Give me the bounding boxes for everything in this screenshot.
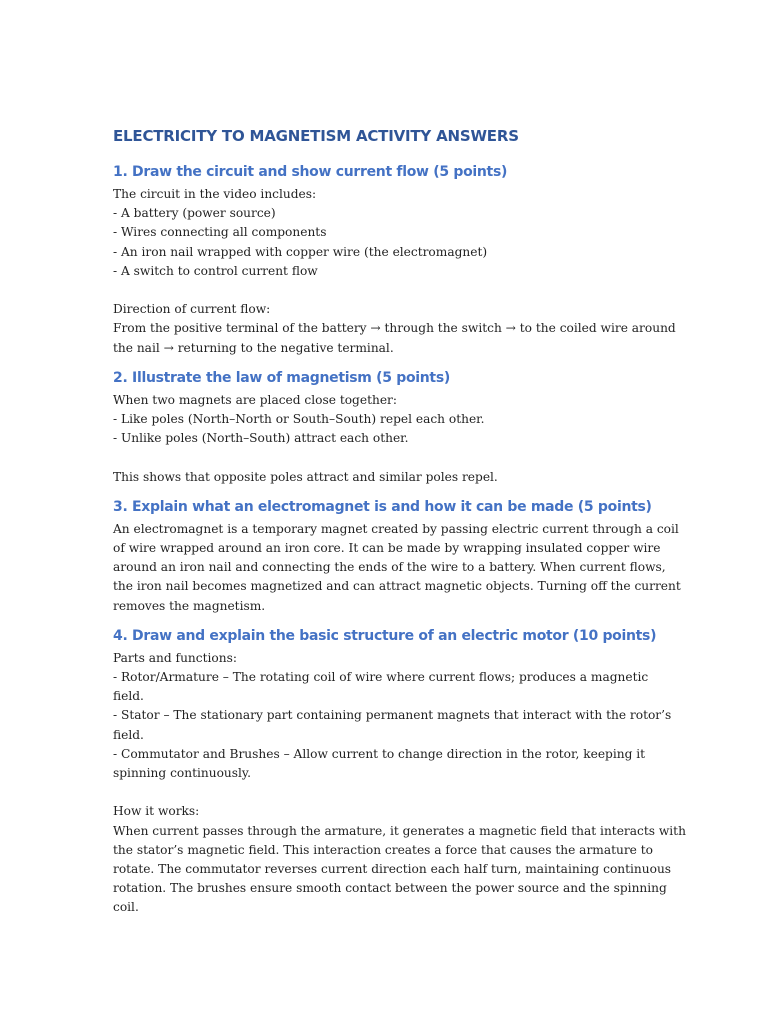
section-heading: 1. Draw the circuit and show current flow (5 points) <box>113 164 508 180</box>
blank-line <box>113 783 658 802</box>
body-text-line: An electromagnet is a temporary magnet created by passing electric current through a coil <box>113 521 679 536</box>
body-text-line: This shows that opposite poles attract and similar poles repel. <box>113 469 498 484</box>
body-text-line: - Wires connecting all components <box>113 225 327 240</box>
body-text-line: Direction of current flow: <box>113 302 271 317</box>
body-text-line: - Unlike poles (North–South) attract each other. <box>113 431 409 446</box>
body-text-line: The circuit in the video includes: <box>113 187 317 201</box>
document-body <box>113 162 686 918</box>
section-heading: 2. Illustrate the law of magnetism (5 points) <box>113 369 450 386</box>
body-text-line: the nail → returning to the negative terminal. <box>113 340 394 355</box>
section-3 <box>113 497 681 616</box>
body-text-line: coil. <box>113 900 139 915</box>
section-2 <box>113 368 658 487</box>
body-text-line: - Like poles (North–North or South–South) repel each other. <box>113 412 485 427</box>
body-text-line: the iron nail becomes magnetized and can attract magnetic objects. Turning off the current <box>113 579 681 594</box>
body-text-line: - Commutator and Brushes – Allow current to change direction in the rotor, keeping it <box>113 746 646 761</box>
body-text-line: From the positive terminal of the battery → through the switch → to the coiled wire around <box>113 321 676 336</box>
document-page <box>113 126 686 928</box>
body-text-line: When current passes through the armature, it generates a magnetic field that interacts with <box>113 823 686 838</box>
body-text-line: rotation. The brushes ensure smooth contact between the power source and the spinning <box>113 881 667 896</box>
section-heading: 3. Explain what an electromagnet is and how it can be made (5 points) <box>113 498 652 515</box>
body-text-line: removes the magnetism. <box>113 598 266 613</box>
blank-line <box>113 448 658 467</box>
body-text-line: How it works: <box>113 804 200 819</box>
body-text-line: Parts and functions: <box>113 650 237 665</box>
body-text-line: When two magnets are placed close together: <box>113 392 397 407</box>
body-text-line: field. <box>113 689 144 704</box>
body-text-line: - A battery (power source) <box>113 206 276 221</box>
body-text-line: of wire wrapped around an iron core. It can be made by wrapping insulated copper wire <box>113 541 661 556</box>
body-text-line: - An iron nail wrapped with copper wire (the electromagnet) <box>113 244 488 259</box>
section-heading: 4. Draw and explain the basic structure of an electric motor (10 points) <box>113 627 657 644</box>
body-text-line: the stator’s magnetic field. This interaction creates a force that causes the armature to <box>113 842 653 857</box>
blank-line <box>113 281 658 300</box>
body-text-line: - Stator – The stationary part containing permanent magnets that interact with the rotor’s <box>113 708 672 723</box>
body-text-line: - Rotor/Armature – The rotating coil of wire where current flows; produces a magnetic <box>113 670 649 685</box>
body-text-line: spinning continuously. <box>113 766 252 781</box>
body-text-line: - A switch to control current flow <box>113 263 318 278</box>
body-text-line: around an iron nail and connecting the ends of the wire to a battery. When current flows, <box>113 560 666 575</box>
body-text-line: field. <box>113 727 144 742</box>
body-text-line: rotate. The commutator reverses current direction each half turn, maintaining continuous <box>113 862 672 877</box>
section-1 <box>113 162 676 358</box>
section-4 <box>113 626 686 918</box>
document-title: ELECTRICITY TO MAGNETISM ACTIVITY ANSWERS <box>113 127 519 145</box>
